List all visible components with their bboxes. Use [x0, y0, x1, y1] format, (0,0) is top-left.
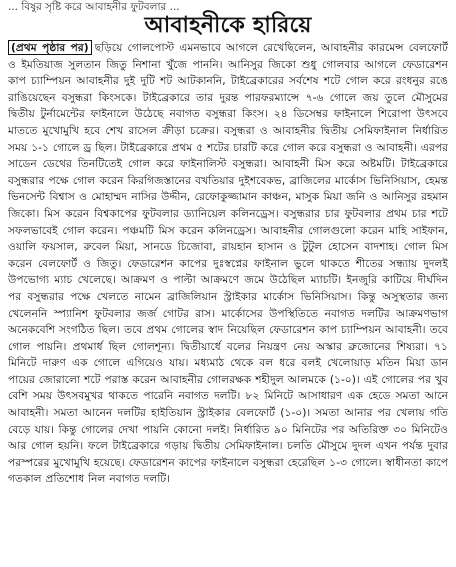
continued-from-front-page-label: (প্রথম পৃষ্ঠার পর)	[8, 40, 92, 55]
article-text: ছড়িয়ে গোলপোস্ট এমনভাবে আগলে রেখেছিলেন, আবাহনীর কারমেন্স বেলফোর্ট ও ইমতিয়াজ সুলতান জিতু নিশানা খুঁজে পাননি। আনিসুর জিকো শুধু গোলবার আগলে ফেডারেশন কাপ চ্যাম্পিয়ন আবাহনীর দুই দুটি শট আটকাননি, টাইব্রেকারের সর্বশেষ শটে গোল করে রংধনুর রঙে রাঙিয়েছেন বসুন্ধরা কিংসকে। টাইব্রেকারে তার দুরন্ত পারফরম্যান্সে ৭-৬ গোলে জয় তুলে মৌসুমের দ্বিতীয় টুর্নামেন্টের ফাইনালে উঠেছে নবাগত বসুন্ধরা কিংস। ২৪ ডিসেম্বর ফাইনালে শিরোপা উৎসবে মাততে মুখোমুখি হবে শেখ রাসেল ক্রীড়া চক্রের। বসুন্ধরা ও আবাহনীর দ্বিতীয় সেমিফাইনাল নির্ধারিত সময় ১-১ গোলে ড্র ছিল। টাইব্রেকারে প্রথম ৫ শটের চারটি করে গোল করে বসুন্ধরা ও আবাহনী। এরপর সাডেন ডেথের তিনটিতেই গোল করে ফাইনালিস্ট বসুন্ধরা। আবাহনী মিস করে অষ্টমটি। টাইব্রেকারে বসুন্ধরার পক্ষে গোল করেন কিরগিজস্তানের বখতিয়ার দুইশবেকভ, ব্রাজিলের মার্কোস ভিনিসিয়াস, হেমন্ত ভিনসেন্ট বিশ্বাস ও মোহাম্মদ নাসির উদ্দীন, রেফোকুজ্জামান কাঞ্চন, মাসুক মিয়া জনি ও আনিসুর রহমান জিকো। মিস করেন বিশ্বকাপের ফুটবলার ড্যানিয়েল কলিনড্রেস। বসুন্ধরার চার ফুটবলার প্রথম চার শটে সফলভাবেই গোল করেন। পঞ্চমটি মিস করেন কলিনড্রেস। আবাহনীর গোলগুলো করেন মাহি সাইফান, ওয়ালি ফয়সাল, রুবেল মিয়া, সানডে চিজোবা, রায়হান হাসান ও টুটুল হোসেন বাদশাহ। গোল মিস করেন বেলফোর্ট ও জিতু। ফেডারেশন কাপের দুঃস্বপ্নের ফাইনাল ভুলে থাকতে শীতের সন্ধ্যায় দুদলই উপভোগ্য ম্যাচ খেলেছে। আক্রমণ ও পাল্টা আক্রমণে জমে উঠেছিল ম্যাচটি। ইনজুরি কাটিয়ে দীর্ঘদিন পর বসুন্ধরার পক্ষে খেলতে নামেন ব্রাজিলিয়ান স্ট্রাইকার মার্কোস ভিনিসিয়াস। কিন্তু অসুস্থতার জন্য খেলেননি স্প্যানিশ ফুটবলার জর্জ গোটর রাস। মার্কোসের উপস্থিতিতে নবাগত দলটির আক্রমণভাগ অনেকবেশি সংগঠিত ছিল। তবে প্রথম গোলের স্বাদ নিয়েছিল ফেডারেশন কাপ চ্যাম্পিয়ন আবাহনী। তবে গোল পায়নি। প্রথমার্ধ ছিল গোলশূন্য। দ্বিতীয়ার্ধে বলের নিয়ন্ত্রণ নেয় অস্কার ব্রুজোনের শিষ্যরা। ৭১ মিনিটে দারুণ এক গোলে এগিয়েও যায়। মধ্যমাঠ থেকে বল ধরে বলই খেলোয়াড় মতিন মিয়া ডান পায়ের জোরালো শটে পরাস্ত করেন আবাহনীর গোলরক্ষক শহীদুল আলমকে (১-০)। এই গোলের পর খুব বেশি সময় উৎসবমুখর থাকতে পারেনি নবাগত দলটি। ৮২ মিনিটে আসাধারণ এক হেডে সমতা আনে আবাহনী। সমতা আনেন দলটির হাইতিয়ান স্ট্রাইকার বেলফোর্ট (১-০)। সমতা আনার পর খেলায় গতি বেড়ে যায়। কিন্তু গোলের দেখা পায়নি কোনো দলই। নির্ধারিত ৯০ মিনিটের পর অতিরিক্ত ৩০ মিনিটেও আর গোল হয়নি। ফলে টাইব্রেকারে গড়ায় দ্বিতীয় সেমিফাইনাল। চলতি মৌসুমে দুদল এখন পর্যন্ত দুবার পরস্পরের মুখোমুখি হয়েছে। ফেডারেশন কাপের ফাইনালে বসুন্ধরা হেরেছিল ১-৩ গোলে। স্বাধীনতা কাপে গতকাল প্রতিশোধ নিল নবাগত দলটি।	[8, 41, 448, 486]
headline: আবাহনীকে হারিয়ে	[144, 13, 312, 38]
cut-off-previous-line: ... বিষুর সৃষ্টি করে আবাহনীর ফুটবলার ...	[8, 1, 180, 13]
article-body	[8, 40, 448, 566]
article-paragraph	[8, 40, 448, 488]
